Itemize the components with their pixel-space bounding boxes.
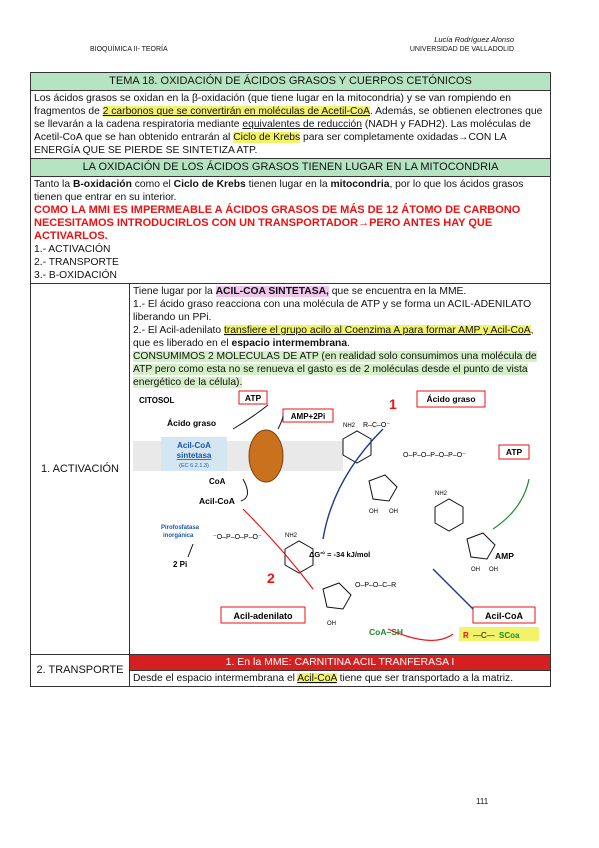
act-text-1: Tiene lugar por la (133, 286, 216, 297)
scoa-label: SCoa (499, 631, 520, 640)
intro-text-3: (NADH y FADH2). Las moléculas de Acetil-CoA que se han obtenido entrarán al (34, 119, 531, 143)
citosol-label: CITOSOL (139, 396, 175, 405)
acil-coa-box-label: Acil-CoA (485, 611, 523, 621)
adenilato-phosphate: O–P–O–C–R (355, 582, 397, 589)
ppi-structure: ⁻O–P–O–P–O⁻ (213, 534, 262, 541)
content-table (30, 72, 551, 687)
r-label: R (463, 631, 469, 640)
transport-text-1: Desde el espacio intermembrana el (133, 673, 298, 684)
s2-bold-mitocondria: mitocondria (330, 179, 390, 190)
page-number: 111 (476, 797, 489, 806)
oh-amp-2: OH (489, 567, 498, 573)
ribose-amp (467, 533, 495, 559)
enzyme-ec: (EC 6.2.1.3) (179, 463, 209, 469)
oh-amp-1: OH (471, 567, 480, 573)
intro-highlight-krebs: Ciclo de Krebs (233, 132, 301, 143)
arrow-red-left (243, 509, 313, 589)
phosphate-chain: O–P–O–P–O–P–O⁻ (403, 452, 466, 459)
intro-highlight-acetil: 2 carbonos que se convertirán en moléculas de Acetil-CoA (102, 106, 370, 117)
acid-structure: R–C–O⁻ (363, 422, 391, 429)
act-step-2c: , que es liberado en el (133, 325, 534, 349)
adenine-ring-amp (435, 499, 463, 531)
s2-text-3: tienen lugar en la (245, 179, 331, 190)
acil-adenilato-label: Acil-adenilato (233, 611, 293, 621)
course-name: BIOQUÍMICA II- TEORÍA (90, 46, 168, 53)
transport-label: 2. TRANSPORTE (31, 655, 130, 687)
act-step-2a: 2.- El Acil-adenilato (133, 325, 225, 336)
s2-text-1: Tanto la (34, 179, 73, 190)
two-pi-label: 2 Pi (173, 560, 188, 569)
arrow-amp (278, 416, 283, 429)
intro-text-1: Los ácidos grasos se oxidan en la β-oxidación (que tiene lugar en la mitocondria) y se van rompiendo en fragmentos de (34, 93, 511, 117)
s2-red-warning: COMO LA MMI ES IMPERMEABLE A ÁCIDOS GRASOS DE MÁS DE 12 ÁTOMO DE CARBONO NECESITAMOS INTRODUCIRLOS CON UN TRANSPORTADOR→PERO ANTES HAY QUE ACTIVARLOS. (34, 204, 521, 242)
arrow-step2 (433, 569, 473, 609)
acil-coa-out-label: Acil-CoA (199, 496, 235, 506)
enzyme-name-1: Acil-CoA (177, 441, 211, 450)
s2-text-2: como el (131, 179, 174, 190)
pirofosfatasa-2: inorgánica (163, 533, 194, 539)
activation-diagram-svg (133, 389, 547, 653)
activation-label: 1. ACTIVACIÓN (31, 284, 130, 655)
nh2-atp: NH2 (343, 423, 356, 429)
atp-label: ATP (244, 393, 262, 403)
act-step-2-highlight: transfiere el grupo acilo al Coenzima A para formar AMP y Acil-CoA (224, 325, 531, 336)
activation-body (130, 284, 551, 655)
pirofosfatasa-1: Pirofosfatasa (161, 525, 200, 531)
step-activacion: 1.- ACTIVACIÓN (34, 244, 111, 255)
amp2pi-label: AMP+2Pi (290, 412, 326, 421)
arrow-2pi (188, 544, 193, 557)
intro-underline-reduccion: equivalentes de reducción (242, 119, 363, 130)
atp-right-label: ATP (505, 447, 523, 457)
oh-atp-2: OH (389, 509, 398, 515)
arrow-acilcoa-out (241, 479, 248, 501)
enzyme-protein-shape (249, 430, 283, 482)
arrow-atp (233, 405, 268, 429)
act-step-2e: . (347, 338, 350, 349)
intro-text-2: Además, se obtienen electrones que se llevarán a la cadena respiratoria mediante (34, 106, 543, 130)
transport-body (130, 671, 551, 687)
intro-text-4: para ser completamente oxidadas→CON LA ENERGÍA QUE SE PIERDE SE SINTETIZA ATP. (34, 132, 507, 156)
number-1: 1 (389, 396, 397, 412)
intro-paragraph (31, 91, 551, 159)
act-enzyme-name: ACIL-COA SINTETASA, (215, 286, 329, 297)
acido-graso-label: Ácido graso (167, 418, 217, 428)
ribose-atp (369, 475, 397, 501)
step-boxidacion: 3.- B-OXIDACIÓN (34, 270, 117, 281)
act-text-2: que se encuentra en la MME. (328, 286, 467, 297)
s2-text-4: , por lo que los ácidos grasos tienen que entrar en su interior. (34, 179, 524, 203)
amp-label: AMP (495, 551, 514, 561)
section2-title: LA OXIDACIÓN DE LOS ÁCIDOS GRASOS TIENEN LUGAR EN LA MITOCONDRIA (31, 159, 551, 177)
nh2-amp: NH2 (435, 491, 448, 497)
intro-text-end: . (369, 106, 373, 117)
oh-atp-1: OH (369, 509, 378, 515)
nh2-adenilato: NH2 (285, 533, 298, 539)
acido-graso-box-label: Ácido graso (426, 394, 476, 404)
ribose-adenilato (323, 583, 351, 609)
coa-sh-label: CoA–SH (369, 627, 404, 637)
arrow-amp-release (493, 479, 529, 529)
transport-text-2: tiene que ser transportado a la matriz. (336, 673, 514, 684)
act-atp-note: CONSUMIMOS 2 MOLECULAS DE ATP (en realidad solo consumimos una molécula de ATP pero como esta no se renueva el gasto es de 2 moléculas desde el punto de vista energético de la célula). (133, 351, 537, 388)
s2-bold-boxidacion: B-oxidación (72, 179, 132, 190)
delta-g-label: ΔG'° = -34 kJ/mol (309, 550, 371, 559)
document-title: TEMA 18. OXIDACIÓN DE ÁCIDOS GRASOS Y CUERPOS CETÓNICOS (31, 73, 551, 91)
transport-band: 1. En la MME: CARNITINA ACIL TRANFERASA I (130, 655, 551, 671)
act-step-1: 1.- El ácido graso reacciona con una molécula de ATP y se forma un ACIL-ADENILATO liberando un PPi. (133, 299, 532, 323)
university-name: UNIVERSIDAD DE VALLADOLID (409, 46, 514, 53)
author-name: Lucía Rodríguez Alonso (434, 35, 514, 44)
act-step-2-intermembrana: espacio intermembrana (231, 338, 348, 349)
coa-label: CoA (209, 477, 226, 486)
acil-coa-bond: —C— (473, 631, 495, 640)
activation-diagram (133, 389, 547, 653)
step-transporte: 2.- TRANSPORTE (34, 257, 119, 268)
number-2: 2 (267, 570, 275, 586)
enzyme-name-2: sintetasa (176, 451, 212, 460)
s2-bold-krebs: Ciclo de Krebs (173, 179, 246, 190)
section2-body (31, 177, 551, 284)
oh-adenilato: OH (327, 621, 336, 627)
transport-highlight: Acil-CoA (297, 673, 337, 684)
